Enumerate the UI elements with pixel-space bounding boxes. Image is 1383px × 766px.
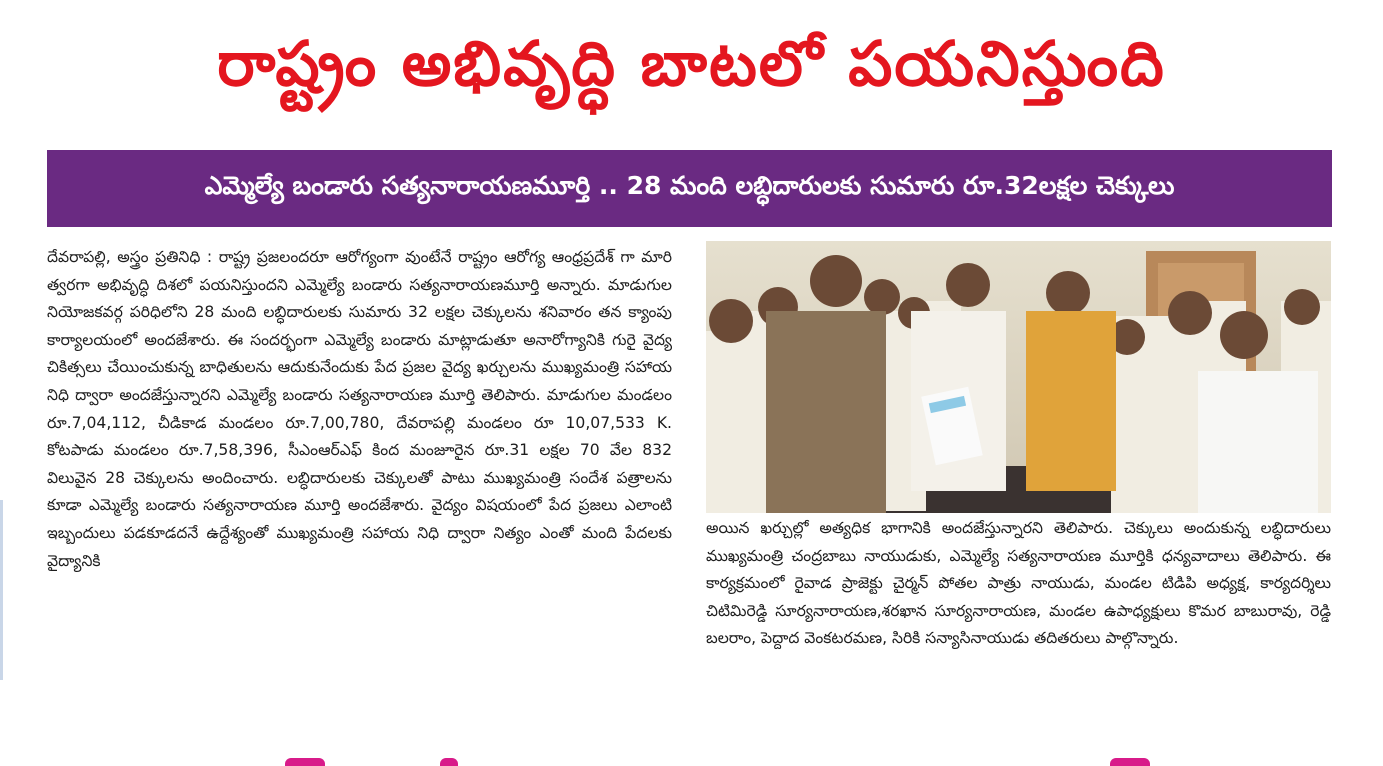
article-paragraph: దేవరాపల్లి, అస్త్రం ప్రతినిధి : రాష్ట్ర ప్రజలందరూ ఆరోగ్యంగా వుంటేనే రాష్ట్రం ఆరోగ్య ఆంధ్రప్రదేశ్ గా మారి త్వరగా అభివృద్ధి దిశలో పయనిస్తుందని ఎమ్మెల్యే బండారు సత్యనారాయణమూర్తి అన్నారు. మాడుగుల నియోజకవర్గ పరిధిలోని 28 మంది లబ్ధిదారులకు సుమారు 32 లక్షల చెక్కులను శనివారం తన క్యాంపు కార్యాలయంలో అందజేశారు. ఈ సందర్భంగా ఎమ్మెల్యే బండారు మాట్లాడుతూ అనారోగ్యానికి గురై వైద్య చికిత్సలు చేయించుకున్న బాధితులను ఆదుకునేందుకు పేద ప్రజల వైద్య ఖర్చులను ముఖ్యమంత్రి సహాయ నిధి ద్వారా అందజేస్తున్నారని ఎమ్మెల్యే బండారు సత్యనారాయణ మూర్తి తెలిపారు. మాడుగుల మండలం రూ.7,04,112, చీడికాడ మండలం రూ.7,00,780, దేవరాపల్లి మండలం రూ 10,07,533 K. కోటపాడు మండలం రూ.7,58,396, సీఎంఆర్ఎఫ్ కింద మంజూరైన రూ.31 లక్షల 70 వేల 832 విలువైన 28 చెక్కులను అందించారు. లబ్ధిదారులకు చెక్కులతో పాటు ముఖ్యమంత్రి సందేశ పత్రాలను కూడా ఎమ్మెల్యే బండారు సత్యనారాయణ మూర్తి అందజేశారు. వైద్యం విషయంలో పేద ప్రజలు ఎలాంటి ఇబ్బందులు పడకూడదనే ఉద్దేశ్యంతో ముఖ్యమంత్రి సహాయ నిధి ద్వారా నిత్యం ఎంతో మంది పేదలకు వైద్యానికి [47,248,672,570]
article-paragraph-continued: అయిన ఖర్చుల్లో అత్యధిక భాగానికి అందజేస్తున్నారని తెలిపారు. చెక్కులు అందుకున్న లబ్ధిదారులు ముఖ్యమంత్రి చంద్రబాబు నాయుడుకు, ఎమ్మెల్యే సత్యనారాయణ మూర్తికి ధన్యవాదాలు తెలిపారు. ఈ కార్యక్రమంలో రైవాడ ప్రాజెక్టు చైర్మన్ పోతల పాత్రు నాయుడు, మండల టిడిపి అధ్యక్ష, కార్యదర్శిలు చిటిమిరెడ్డి సూర్యనారాయణ,శరఖాన సూర్యనారాయణ, మండల ఉపాధ్యక్షులు కొమర బాబురావు, రెడ్డి బలరాం, పెద్దాద వెంకటరమణ, సిరికి సన్యాసినాయుడు తదితరులు పాల్గొన్నారు. [706,519,1331,648]
page-edge-mark [0,500,3,680]
headline: రాష్ట్రం అభివృద్ధి బాటలో పయనిస్తుంది [217,27,1166,100]
photo-illustration [706,241,1331,513]
next-headline-strip [0,752,1383,766]
news-photo [706,241,1331,513]
subheadline-bar [47,150,1332,227]
article-right-column [706,515,1331,653]
subheadline: ఎమ్మెల్యే బండారు సత్యనారాయణమూర్తి .. 28 మంది లబ్ధిదారులకు సుమారు రూ.32లక్షల చెక్కులు [204,170,1175,200]
article-left-column [47,244,672,575]
